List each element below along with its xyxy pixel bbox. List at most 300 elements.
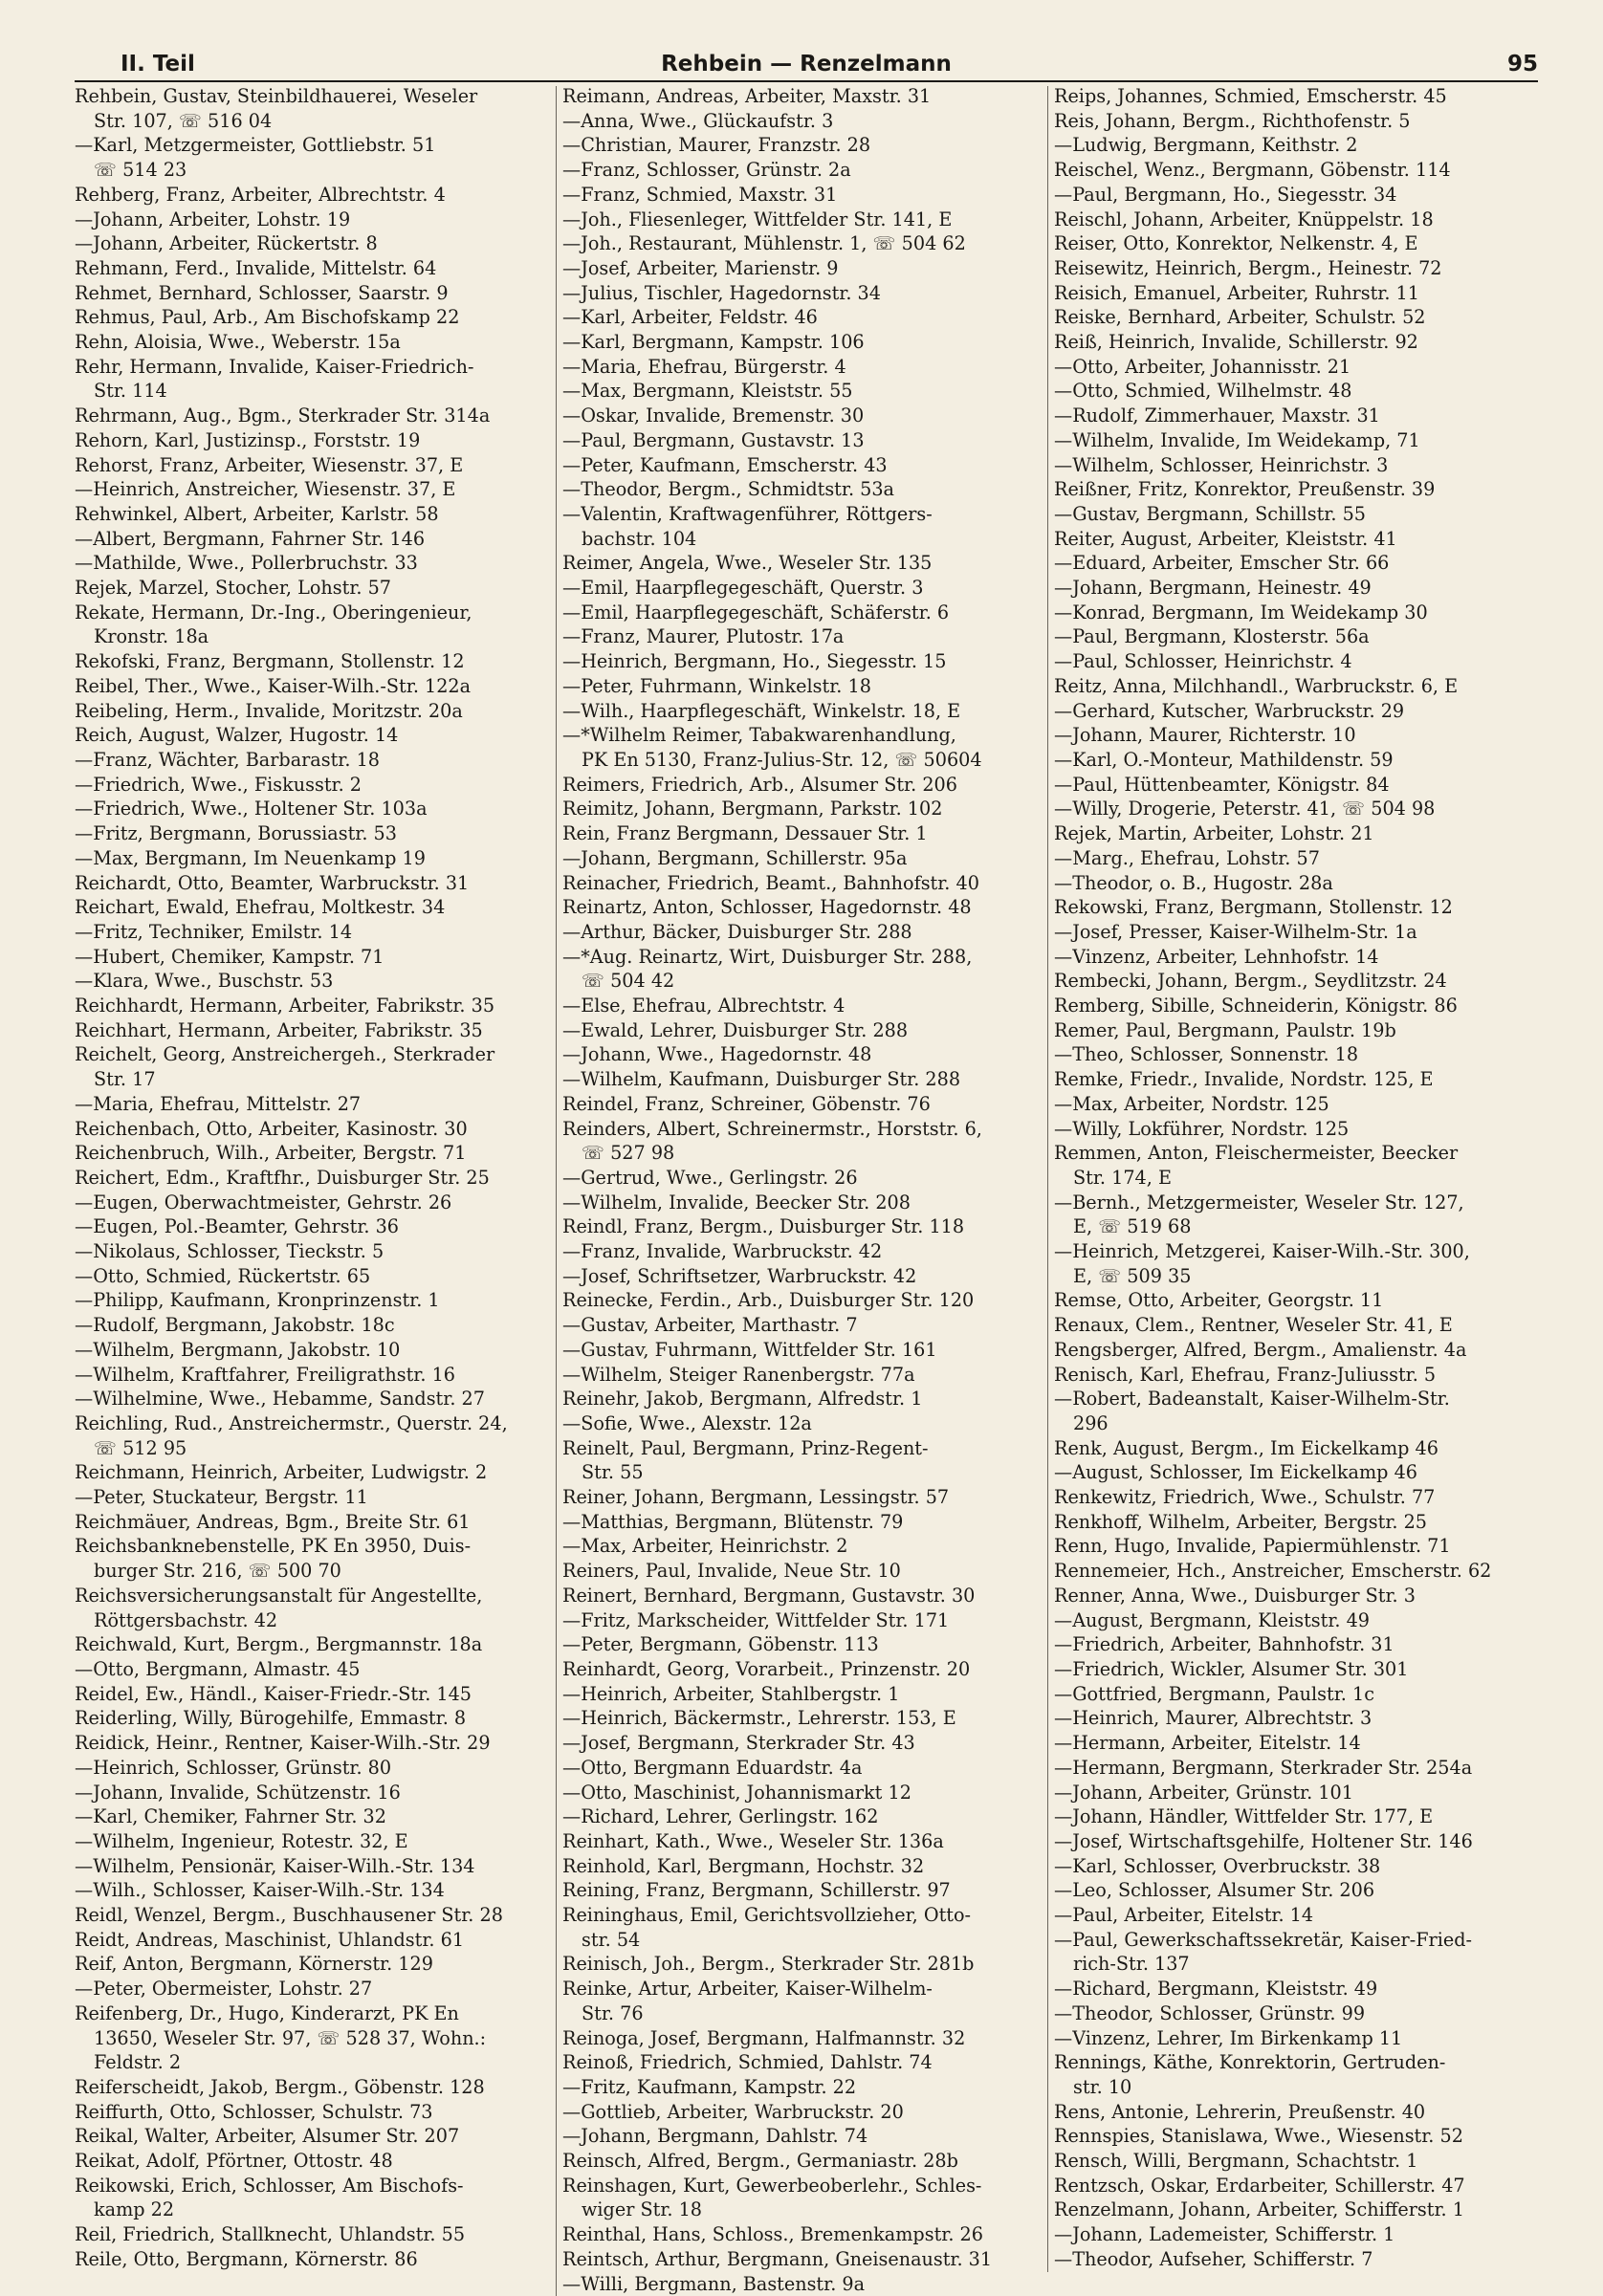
- directory-entry: [562, 1510, 1041, 1535]
- directory-entry: [562, 355, 1041, 380]
- directory-entry: [75, 1854, 553, 1879]
- entry-continuation: Str. 174, E: [1073, 1166, 1172, 1189]
- entry-line: Rengsberger, Alfred, Bergm., Amalienstr. 4a: [1054, 1338, 1467, 1361]
- entry-line: Renk, August, Bergm., Im Eickelkamp 46: [1054, 1436, 1438, 1459]
- entry-line: Reiner, Johann, Bergmann, Lessingstr. 57: [562, 1486, 950, 1509]
- entry-line: Reining, Franz, Bergmann, Schillerstr. 97: [562, 1879, 951, 1902]
- entry-line: Reimitz, Johann, Bergmann, Parkstr. 102: [562, 798, 943, 820]
- entry-line: —Fritz, Kaufmann, Kampstr. 22: [562, 2075, 857, 2098]
- directory-entry: [562, 1387, 1041, 1411]
- directory-entry: [1054, 624, 1532, 649]
- entry-line: —Paul, Arbeiter, Eitelstr. 14: [1054, 1904, 1314, 1927]
- entry-line: —Karl, Metzgermeister, Gottliebstr. 51: [75, 134, 436, 157]
- entry-line: —Karl, Chemiker, Fahrner Str. 32: [75, 1805, 386, 1828]
- entry-line: —Wilhelmine, Wwe., Hebamme, Sandstr. 27: [75, 1388, 485, 1410]
- entry-line: —Paul, Hüttenbeamter, Königstr. 84: [1054, 773, 1390, 796]
- entry-line: —Peter, Stuckateur, Bergstr. 11: [75, 1486, 368, 1509]
- entry-line: —Max, Arbeiter, Nordstr. 125: [1054, 1092, 1329, 1115]
- directory-entry: [562, 2026, 1041, 2051]
- entry-continuation: Röttgersbachstr. 42: [94, 1608, 278, 1631]
- directory-entry: [1054, 1141, 1532, 1190]
- directory-entry: [1054, 281, 1532, 306]
- entry-line: Remberg, Sibille, Schneiderin, Königstr. 86: [1054, 995, 1458, 1017]
- entry-line: Reile, Otto, Bergmann, Körnerstr. 86: [75, 2247, 418, 2270]
- directory-entry: [562, 773, 1041, 798]
- directory-entry: [562, 330, 1041, 355]
- entry-line: —Valentin, Kraftwagenführer, Röttgers-: [562, 502, 933, 525]
- directory-entry: [75, 1977, 553, 2001]
- directory-entry: [562, 133, 1041, 158]
- directory-entry: [1054, 871, 1532, 896]
- directory-entry: [1054, 109, 1532, 134]
- entry-line: Renkhoff, Wilhelm, Arbeiter, Bergstr. 25: [1054, 1510, 1428, 1533]
- entry-line: Rejek, Marzel, Stocher, Lohstr. 57: [75, 577, 392, 600]
- directory-entry: [75, 601, 553, 649]
- directory-entry: [562, 1682, 1041, 1707]
- directory-entry: [1054, 895, 1532, 920]
- directory-entry: [562, 379, 1041, 404]
- entry-line: —Eduard, Arbeiter, Emscher Str. 66: [1054, 552, 1390, 575]
- entry-line: —Franz, Invalide, Warbruckstr. 42: [562, 1240, 883, 1263]
- directory-entry: [1054, 1460, 1532, 1485]
- directory-entry: [562, 2050, 1041, 2075]
- entry-line: Rehr, Hermann, Invalide, Kaiser-Friedrich-: [75, 355, 474, 378]
- directory-entry: [1054, 1387, 1532, 1435]
- entry-line: Rehmann, Ferd., Invalide, Mittelstr. 64: [75, 256, 437, 279]
- directory-entry: [1054, 379, 1532, 404]
- entry-line: Rehberg, Franz, Arbeiter, Albrechtstr. 4: [75, 183, 446, 206]
- entry-line: —Max, Bergmann, Im Neuenkamp 19: [75, 846, 426, 869]
- directory-entry: [75, 1018, 553, 1043]
- entry-line: —Emil, Haarpflegegeschäft, Querstr. 3: [562, 577, 924, 600]
- entry-line: Reinehr, Jakob, Bergmann, Alfredstr. 1: [562, 1388, 923, 1410]
- entry-line: Rensch, Willi, Bergmann, Schachtstr. 1: [1054, 2150, 1418, 2173]
- column-2: [562, 84, 1041, 2296]
- directory-entry: [562, 183, 1041, 208]
- directory-entry: [75, 1092, 553, 1117]
- entry-line: Renaux, Clem., Rentner, Weseler Str. 41, E: [1054, 1314, 1453, 1337]
- directory-entry: [75, 748, 553, 773]
- directory-entry: [562, 231, 1041, 256]
- entry-line: Reininghaus, Emil, Gerichtsvollzieher, Otto-: [562, 1904, 972, 1927]
- directory-entry: [562, 1264, 1041, 1289]
- directory-entry: [562, 846, 1041, 871]
- entry-line: Reichenbruch, Wilh., Arbeiter, Bergstr. 71: [75, 1142, 467, 1165]
- entry-line: Rens, Antonie, Lehrerin, Preußenstr. 40: [1054, 2100, 1426, 2123]
- entry-line: Reintsch, Arthur, Bergmann, Gneisenaustr. 31: [562, 2247, 993, 2270]
- entry-line: —Wilhelm, Bergmann, Jakobstr. 10: [75, 1338, 401, 1361]
- entry-line: —Paul, Bergmann, Gustavstr. 13: [562, 428, 865, 451]
- directory-entry: [1054, 1092, 1532, 1117]
- entry-continuation: Str. 107, ☏ 516 04: [94, 109, 273, 132]
- entry-line: —Wilhelm, Schlosser, Heinrichstr. 3: [1054, 453, 1389, 476]
- entry-continuation: 13650, Weseler Str. 97, ☏ 528 37, Wohn.:: [94, 2026, 487, 2049]
- directory-entry: [75, 428, 553, 453]
- entry-line: —Eugen, Oberwachtmeister, Gehrstr. 26: [75, 1191, 452, 1214]
- entry-continuation: ☏ 527 98: [582, 1142, 675, 1165]
- entry-line: —Klara, Wwe., Buschstr. 53: [75, 970, 334, 993]
- directory-entry: [1054, 1485, 1532, 1510]
- entry-continuation: ☏ 512 95: [94, 1436, 187, 1459]
- entry-line: Reichenbach, Otto, Arbeiter, Kasinostr. 30: [75, 1117, 468, 1140]
- entry-line: —Robert, Badeanstalt, Kaiser-Wilhelm-Str.: [1054, 1388, 1450, 1410]
- entry-line: —Wilhelm, Ingenieur, Rotestr. 32, E: [75, 1829, 408, 1852]
- directory-entry: [562, 502, 1041, 551]
- directory-entry: [1054, 846, 1532, 871]
- entry-line: Renzelmann, Johann, Arbeiter, Schifferstr. 1: [1054, 2198, 1464, 2221]
- directory-entry: [75, 1706, 553, 1731]
- directory-entry: [562, 723, 1041, 772]
- directory-entry: [1054, 1018, 1532, 1043]
- directory-entry: [75, 330, 553, 355]
- entry-line: —Johann, Maurer, Richterstr. 10: [1054, 724, 1356, 747]
- directory-entry: [562, 1117, 1041, 1166]
- directory-entry: [562, 1878, 1041, 1903]
- directory-entry: [75, 2124, 553, 2149]
- entry-line: Reichling, Rud., Anstreichermstr., Querstr. 24,: [75, 1411, 508, 1434]
- entry-line: —Ludwig, Bergmann, Keithstr. 2: [1054, 134, 1358, 157]
- entry-line: —Johann, Invalide, Schützenstr. 16: [75, 1781, 401, 1804]
- entry-line: —*Wilhelm Reimer, Tabakwarenhandlung,: [562, 724, 956, 747]
- entry-line: —Wilh., Haarpflegeschäft, Winkelstr. 18, E: [562, 699, 961, 722]
- entry-line: Reißner, Fritz, Konrektor, Preußenstr. 39: [1054, 478, 1436, 501]
- directory-entry: [1054, 649, 1532, 674]
- entry-line: Reinhold, Karl, Bergmann, Hochstr. 32: [562, 1854, 925, 1877]
- directory-entry: [1054, 133, 1532, 158]
- directory-entry: [562, 1584, 1041, 1608]
- directory-entry: [1054, 231, 1532, 256]
- entry-line: —Johann, Arbeiter, Rückertstr. 8: [75, 232, 378, 255]
- entry-line: —Heinrich, Schlosser, Grünstr. 80: [75, 1756, 392, 1779]
- directory-entry: [1054, 183, 1532, 208]
- entry-line: Reinshagen, Kurt, Gewerbeoberlehr., Schles-: [562, 2174, 982, 2197]
- directory-entry: [1054, 1706, 1532, 1731]
- directory-entry: [562, 1903, 1041, 1952]
- directory-entry: [75, 1363, 553, 1388]
- entry-line: Rekate, Hermann, Dr.-Ing., Oberingenieur,: [75, 601, 472, 623]
- directory-entry: [1054, 920, 1532, 945]
- entry-line: —August, Schlosser, Im Eickelkamp 46: [1054, 1461, 1417, 1484]
- section-label: II. Teil: [121, 52, 195, 77]
- directory-entry: [1054, 1239, 1532, 1288]
- directory-entry: [1054, 699, 1532, 724]
- directory-entry: [562, 821, 1041, 846]
- directory-entry: [75, 355, 553, 404]
- directory-entry: [75, 2149, 553, 2174]
- entry-line: Reichhardt, Hermann, Arbeiter, Fabrikstr. 35: [75, 995, 495, 1017]
- directory-entry: [75, 1485, 553, 1510]
- entry-line: Rennings, Käthe, Konrektorin, Gertruden-: [1054, 2051, 1446, 2074]
- entry-line: —Eugen, Pol.-Beamter, Gehrstr. 36: [75, 1215, 400, 1238]
- entry-line: —Wilhelm, Kaufmann, Duisburger Str. 288: [562, 1068, 961, 1091]
- directory-entry: [75, 1166, 553, 1191]
- directory-entry: [1054, 1313, 1532, 1338]
- entry-line: —Nikolaus, Schlosser, Tieckstr. 5: [75, 1240, 384, 1263]
- entry-line: Reichert, Edm., Kraftfhr., Duisburger Str. 25: [75, 1166, 490, 1189]
- directory-entry: [562, 453, 1041, 478]
- directory-entry: [562, 1092, 1041, 1117]
- entry-line: Reiske, Bernhard, Arbeiter, Schulstr. 52: [1054, 306, 1426, 329]
- directory-entry: [562, 1632, 1041, 1657]
- directory-entry: [562, 871, 1041, 896]
- directory-entry: [1054, 1632, 1532, 1657]
- directory-entry: [75, 1781, 553, 1805]
- entry-line: Rekowski, Franz, Bergmann, Stollenstr. 12: [1054, 896, 1453, 919]
- directory-entry: [562, 576, 1041, 601]
- entry-line: —Marg., Ehefrau, Lohstr. 57: [1054, 846, 1320, 869]
- directory-entry: [562, 2149, 1041, 2174]
- entry-line: —Rudolf, Zimmerhauer, Maxstr. 31: [1054, 405, 1380, 427]
- entry-line: —Leo, Schlosser, Alsumer Str. 206: [1054, 1879, 1375, 1902]
- directory-entry: [75, 969, 553, 994]
- directory-entry: [75, 1042, 553, 1091]
- entry-continuation: wiger Str. 18: [582, 2198, 703, 2221]
- entry-line: —Max, Arbeiter, Heinrichstr. 2: [562, 1535, 848, 1558]
- entry-line: —Peter, Kaufmann, Emscherstr. 43: [562, 453, 888, 476]
- entry-line: —Arthur, Bäcker, Duisburger Str. 288: [562, 920, 912, 943]
- entry-line: Reinecke, Ferdin., Arb., Duisburger Str. 120: [562, 1289, 975, 1312]
- entry-line: —Fritz, Techniker, Emilstr. 14: [75, 920, 353, 943]
- entry-continuation: PK En 5130, Franz-Julius-Str. 12, ☏ 50604: [582, 748, 982, 771]
- directory-entry: [75, 1264, 553, 1289]
- directory-entry: [1054, 527, 1532, 552]
- entry-line: —Franz, Schlosser, Grünstr. 2a: [562, 159, 851, 182]
- directory-entry: [562, 428, 1041, 453]
- entry-continuation: E, ☏ 509 35: [1073, 1264, 1192, 1287]
- directory-entry: [562, 1067, 1041, 1092]
- entry-line: —Heinrich, Maurer, Albrechtstr. 3: [1054, 1707, 1372, 1730]
- entry-line: Reimer, Angela, Wwe., Weseler Str. 135: [562, 552, 933, 575]
- directory-entry: [75, 1632, 553, 1657]
- entry-continuation: ☏ 504 42: [582, 970, 675, 993]
- entry-line: —Otto, Arbeiter, Johannisstr. 21: [1054, 355, 1351, 378]
- directory-entry: [562, 920, 1041, 945]
- directory-entry: [1054, 1191, 1532, 1239]
- directory-entry: [562, 1411, 1041, 1436]
- directory-entry: [562, 699, 1041, 724]
- directory-entry: [562, 1804, 1041, 1829]
- directory-entry: [1054, 1829, 1532, 1854]
- entry-line: Reikal, Walter, Arbeiter, Alsumer Str. 207: [75, 2125, 460, 2148]
- directory-entry: [1054, 748, 1532, 773]
- entry-line: —Gustav, Bergmann, Schillstr. 55: [1054, 502, 1366, 525]
- entry-line: —Theodor, o. B., Hugostr. 28a: [1054, 871, 1333, 894]
- directory-entry: [75, 1584, 553, 1632]
- directory-entry: [562, 797, 1041, 821]
- entry-line: Reidel, Ew., Händl., Kaiser-Friedr.-Str. 145: [75, 1682, 472, 1705]
- directory-entry: [1054, 305, 1532, 330]
- directory-entry: [1054, 404, 1532, 428]
- directory-entry: [562, 1436, 1041, 1485]
- directory-entry: [562, 674, 1041, 699]
- directory-entry: [562, 624, 1041, 649]
- directory-entry: [562, 2247, 1041, 2272]
- directory-entry: [75, 674, 553, 699]
- entry-continuation: 296: [1073, 1411, 1109, 1434]
- entry-line: —Friedrich, Wickler, Alsumer Str. 301: [1054, 1658, 1409, 1680]
- entry-line: Rehorn, Karl, Justizinsp., Forststr. 19: [75, 428, 421, 451]
- entry-line: Reindel, Franz, Schreiner, Göbenstr. 76: [562, 1092, 931, 1115]
- directory-entry: [75, 1731, 553, 1756]
- entry-line: —Josef, Bergmann, Sterkrader Str. 43: [562, 1732, 915, 1755]
- entry-line: —Gottlieb, Arbeiter, Warbruckstr. 20: [562, 2100, 904, 2123]
- entry-line: Reisewitz, Heinrich, Bergm., Heinestr. 72: [1054, 256, 1442, 279]
- directory-entry: [75, 871, 553, 896]
- entry-line: —Else, Ehefrau, Albrechtstr. 4: [562, 995, 845, 1017]
- entry-line: —Peter, Fuhrmann, Winkelstr. 18: [562, 674, 871, 697]
- entry-line: Reips, Johannes, Schmied, Emscherstr. 45: [1054, 85, 1447, 107]
- entry-line: —Johann, Bergmann, Dahlstr. 74: [562, 2125, 868, 2148]
- entry-line: —Wilhelm, Steiger Ranenbergstr. 77a: [562, 1363, 915, 1386]
- entry-line: Reischl, Johann, Arbeiter, Knüppelstr. 18: [1054, 208, 1434, 230]
- entry-line: —Maria, Ehefrau, Mittelstr. 27: [75, 1092, 362, 1115]
- entry-line: Rehorst, Franz, Arbeiter, Wiesenstr. 37, E: [75, 453, 464, 476]
- directory-entry: [75, 2100, 553, 2125]
- entry-line: Reinelt, Paul, Bergmann, Prinz-Regent-: [562, 1436, 929, 1459]
- directory-entry: [562, 1829, 1041, 1854]
- entry-line: —Josef, Arbeiter, Marienstr. 9: [562, 256, 839, 279]
- directory-entry: [562, 2272, 1041, 2296]
- directory-entry: [75, 1411, 553, 1460]
- directory-entry: [562, 994, 1041, 1018]
- directory-entry: [75, 2174, 553, 2222]
- entry-line: —August, Bergmann, Kleiststr. 49: [1054, 1608, 1371, 1631]
- entry-line: —Otto, Bergmann, Almastr. 45: [75, 1658, 361, 1680]
- entry-line: —Josef, Schriftsetzer, Warbruckstr. 42: [562, 1264, 917, 1287]
- directory-entry: [562, 1485, 1041, 1510]
- entry-line: Reimann, Andreas, Arbeiter, Maxstr. 31: [562, 85, 932, 107]
- directory-entry: [1054, 2100, 1532, 2125]
- entry-line: Reichsversicherungsanstalt für Angestellte,: [75, 1584, 483, 1607]
- directory-entry: [75, 821, 553, 846]
- entry-line: Reibeling, Herm., Invalide, Moritzstr. 20a: [75, 699, 463, 722]
- directory-entry: [562, 1338, 1041, 1363]
- directory-entry: [562, 281, 1041, 306]
- entry-line: —Karl, O.-Monteur, Mathildenstr. 59: [1054, 748, 1394, 771]
- page-number: 95: [1506, 52, 1538, 77]
- directory-entry: [75, 231, 553, 256]
- entry-line: —Matthias, Bergmann, Blütenstr. 79: [562, 1510, 904, 1533]
- directory-entry: [75, 404, 553, 428]
- directory-entry: [75, 846, 553, 871]
- directory-entry: [75, 920, 553, 945]
- entry-line: Reinoga, Josef, Bergmann, Halfmannstr. 32: [562, 2026, 966, 2049]
- entry-line: —Franz, Maurer, Plutostr. 17a: [562, 625, 845, 648]
- entry-line: Reidt, Andreas, Maschinist, Uhlandstr. 61: [75, 1928, 465, 1951]
- directory-entry: [75, 1534, 553, 1583]
- directory-entry: [75, 699, 553, 724]
- directory-entry: [75, 453, 553, 478]
- name-range-heading: Rehbein — Renzelmann: [661, 52, 952, 77]
- entry-line: —Heinrich, Arbeiter, Stahlbergstr. 1: [562, 1682, 900, 1705]
- directory-entry: [1054, 330, 1532, 355]
- entry-line: —Ewald, Lehrer, Duisburger Str. 288: [562, 1018, 909, 1041]
- entry-continuation: Feldstr. 2: [94, 2051, 182, 2074]
- directory-entry: [1054, 1682, 1532, 1707]
- entry-line: Reichhart, Hermann, Arbeiter, Fabrikstr. 35: [75, 1018, 483, 1041]
- entry-line: —Josef, Presser, Kaiser-Wilhelm-Str. 1a: [1054, 920, 1417, 943]
- entry-line: —Franz, Schmied, Maxstr. 31: [562, 183, 838, 206]
- directory-entry: [562, 1214, 1041, 1239]
- column-1: [75, 84, 553, 2272]
- entry-line: Rehmus, Paul, Arb., Am Bischofskamp 22: [75, 306, 460, 329]
- directory-entry: [1054, 1067, 1532, 1092]
- entry-line: —Willi, Bergmann, Bastenstr. 9a: [562, 2272, 866, 2295]
- entry-line: —Johann, Arbeiter, Grünstr. 101: [1054, 1781, 1353, 1804]
- entry-line: Reidl, Wenzel, Bergm., Buschhausener Str. 28: [75, 1904, 503, 1927]
- entry-line: Remse, Otto, Arbeiter, Georgstr. 11: [1054, 1289, 1384, 1312]
- directory-entry: [1054, 1534, 1532, 1559]
- directory-entry: [75, 1829, 553, 1854]
- entry-line: —Theo, Schlosser, Sonnenstr. 18: [1054, 1043, 1359, 1066]
- entry-line: —Johann, Wwe., Hagedornstr. 48: [562, 1043, 872, 1066]
- entry-line: Reiser, Otto, Konrektor, Nelkenstr. 4, E: [1054, 232, 1418, 255]
- entry-continuation: E, ☏ 519 68: [1073, 1215, 1192, 1238]
- directory-entry: [1054, 355, 1532, 380]
- entry-continuation: bachstr. 104: [582, 527, 697, 550]
- entry-continuation: ☏ 514 23: [94, 159, 187, 182]
- directory-entry: [1054, 601, 1532, 625]
- directory-entry: [1054, 158, 1532, 183]
- entry-line: —Franz, Wächter, Barbarastr. 18: [75, 748, 380, 771]
- entry-continuation: str. 10: [1073, 2075, 1132, 2098]
- entry-line: Reichart, Ewald, Ehefrau, Moltkestr. 34: [75, 896, 446, 919]
- entry-line: Reinthal, Hans, Schloss., Bremenkampstr. 26: [562, 2223, 983, 2246]
- directory-entry: [1054, 2174, 1532, 2198]
- directory-entry: [1054, 2026, 1532, 2051]
- directory-entry: [75, 1682, 553, 1707]
- directory-entry: [562, 945, 1041, 994]
- entry-line: Rejek, Martin, Arbeiter, Lohstr. 21: [1054, 822, 1374, 845]
- directory-entry: [75, 1338, 553, 1363]
- entry-line: Reitz, Anna, Milchhandl., Warbruckstr. 6, E: [1054, 674, 1459, 697]
- entry-line: —Wilhelm, Kraftfahrer, Freiligrathstr. 16: [75, 1363, 455, 1386]
- directory-entry: [75, 2222, 553, 2247]
- directory-entry: [75, 502, 553, 527]
- directory-entry: [562, 1731, 1041, 1756]
- entry-line: —Mathilde, Wwe., Pollerbruchstr. 33: [75, 552, 418, 575]
- directory-entry: [562, 1239, 1041, 1264]
- directory-entry: [1054, 1510, 1532, 1535]
- directory-entry: [1054, 723, 1532, 748]
- entry-line: —Johann, Arbeiter, Lohstr. 19: [75, 208, 351, 230]
- directory-entry: [562, 1781, 1041, 1805]
- directory-entry: [1054, 2247, 1532, 2272]
- entry-line: Reidick, Heinr., Rentner, Kaiser-Wilh.-Str. 29: [75, 1732, 491, 1755]
- entry-line: —Gottfried, Bergmann, Paulstr. 1c: [1054, 1682, 1374, 1705]
- entry-line: —Johann, Lademeister, Schifferstr. 1: [1054, 2223, 1395, 2246]
- directory-entry: [75, 1239, 553, 1264]
- entry-line: Rehmet, Bernhard, Schlosser, Saarstr. 9: [75, 281, 449, 304]
- entry-line: —Friedrich, Arbeiter, Bahnhofstr. 31: [1054, 1633, 1394, 1656]
- directory-entry: [562, 1977, 1041, 2025]
- directory-entry: [1054, 1854, 1532, 1879]
- directory-entry: [75, 551, 553, 576]
- directory-entry: [1054, 256, 1532, 281]
- entry-line: —Heinrich, Bäckermstr., Lehrerstr. 153, E: [562, 1707, 956, 1730]
- directory-entry: [75, 1191, 553, 1215]
- entry-continuation: Kronstr. 18a: [94, 625, 209, 648]
- directory-entry: [1054, 1878, 1532, 1903]
- directory-entry: [75, 208, 553, 232]
- directory-entry: [1054, 576, 1532, 601]
- entry-line: —Karl, Schlosser, Overbruckstr. 38: [1054, 1854, 1381, 1877]
- directory-entry: [75, 1804, 553, 1829]
- entry-line: Rekofski, Franz, Bergmann, Stollenstr. 12: [75, 650, 465, 673]
- entry-line: —Karl, Arbeiter, Feldstr. 46: [562, 306, 818, 329]
- entry-line: —Rudolf, Bergmann, Jakobstr. 18c: [75, 1314, 395, 1337]
- directory-entry: [1054, 477, 1532, 502]
